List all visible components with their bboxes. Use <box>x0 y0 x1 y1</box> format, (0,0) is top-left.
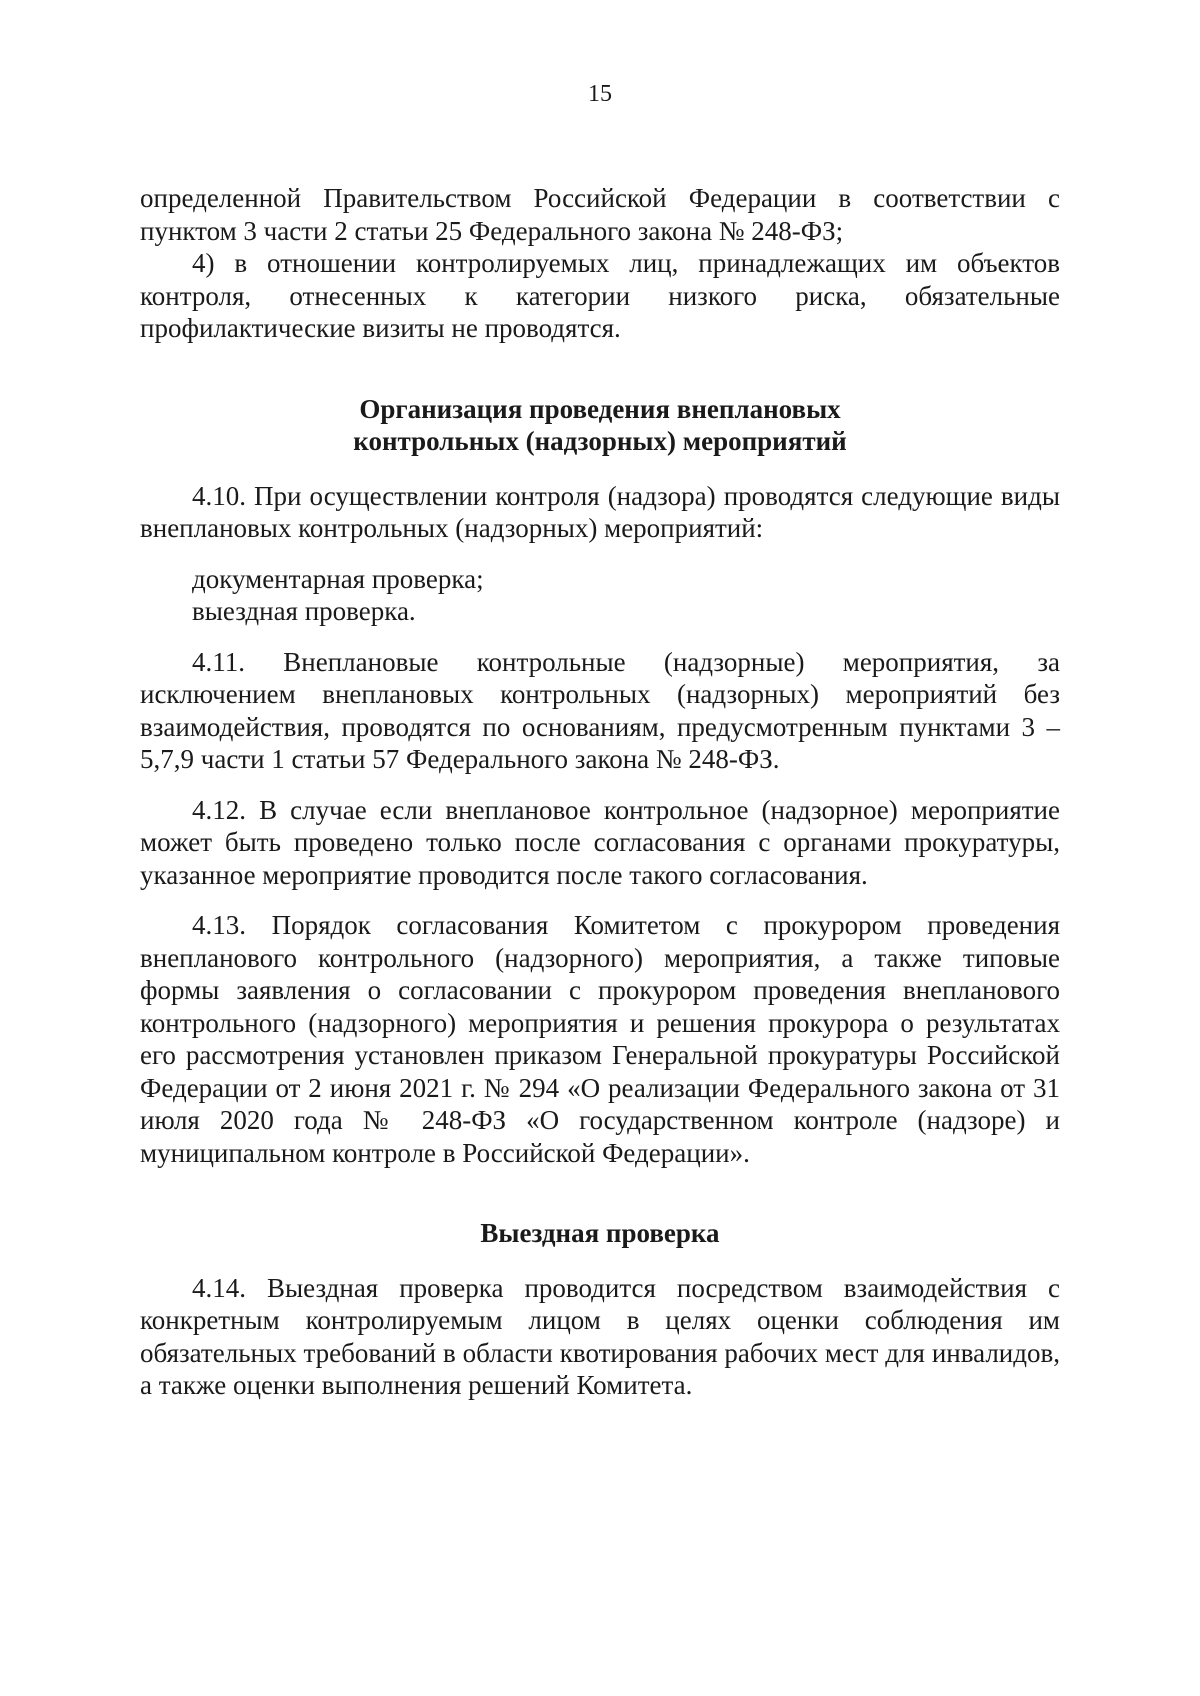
document-page <box>140 0 1060 1696</box>
spacer <box>140 628 1060 646</box>
spacer <box>140 458 1060 480</box>
paragraph-4-12: 4.12. В случае если внеплановое контрольное (надзорное) мероприятие может быть проведено только после согласования с органами прокуратуры, указанное мероприятие проводится после такого согласования. <box>140 794 1060 890</box>
spacer <box>140 1169 1060 1217</box>
section-heading-unscheduled-line1: Организация проведения внеплановых <box>359 393 841 424</box>
paragraph-4-11: 4.11. Внеплановые контрольные (надзорные) мероприятия, за исключением внеплановых контрольных (надзорных) мероприятий без взаимодействия, проводятся по основаниям, предусмотренным пунктами 3 – 5,7,9 части 1 статьи 57 Федерального закона № 248-ФЗ. <box>140 646 1060 774</box>
list-item-documentary-check: документарная проверка; <box>192 563 484 594</box>
paragraph-4-14: 4.14. Выездная проверка проводится посредством взаимодействия с конкретным контролируемым лицом в целях оценки соблюдения им обязательных требований в области квотирования рабочих мест для инвалидов, а также оценки выполнения решений Комитета. <box>140 1272 1060 1400</box>
section-heading-onsite-check: Выездная проверка <box>480 1218 720 1248</box>
list-item-onsite-check: выездная проверка. <box>192 596 416 626</box>
document-body <box>140 182 1060 1402</box>
section-heading-unscheduled-line2: контрольных (надзорных) мероприятий <box>353 426 847 456</box>
spacer <box>140 776 1060 794</box>
spacer <box>140 891 1060 909</box>
paragraph-item-4: 4) в отношении контролируемых лиц, принадлежащих им объектов контроля, отнесенных к категории низкого риска, обязательные профилактические визиты не проводятся. <box>140 248 1060 343</box>
spacer <box>140 545 1060 563</box>
paragraph-4-10: 4.10. При осуществлении контроля (надзора) проводятся следующие виды внеплановых контрольных (надзорных) мероприятий: <box>140 480 1060 543</box>
paragraph-continuation: определенной Правительством Российской Федерации в соответствии с пунктом 3 части 2 статьи 25 Федерального закона № 248-ФЗ; <box>140 183 1060 246</box>
spacer <box>140 345 1060 393</box>
paragraph-4-13: 4.13. Порядок согласования Комитетом с прокурором проведения внепланового контрольного (надзорного) мероприятия, а также типовые формы заявления о согласовании с прокурором проведения внепланового контрольного (надзорного) мероприятия и решения прокурора о результатах его рассмотрения установлен приказом Генеральной прокуратуры Российской Федерации от 2 июня 2021 г. № 294 «О реализации Федерального закона от 31 июля 2020 года № 248-ФЗ «О государственном контроле (надзоре) и муниципальном контроле в Российской Федерации». <box>140 910 1060 1168</box>
page-number: 15 <box>588 81 612 107</box>
spacer <box>140 1250 1060 1272</box>
